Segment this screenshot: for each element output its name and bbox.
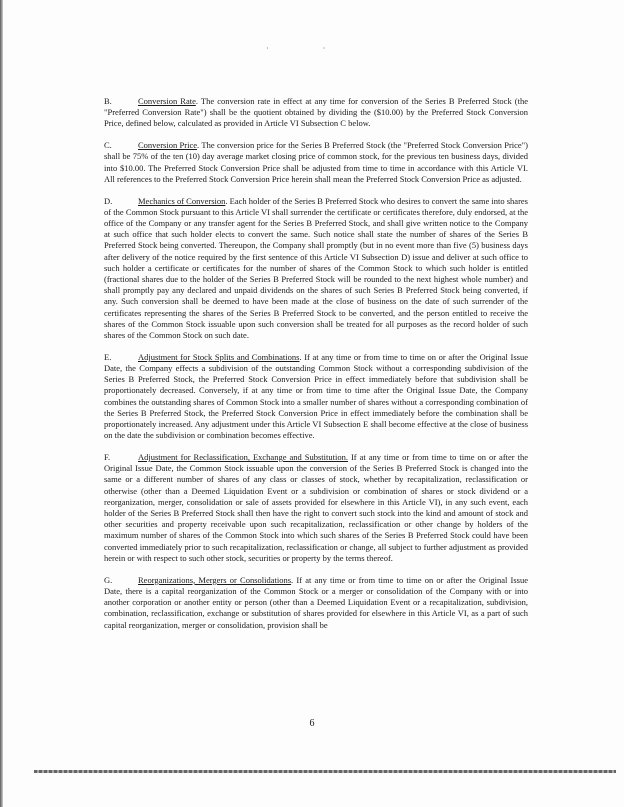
section-heading: Conversion Rate	[138, 96, 196, 106]
page-number: 6	[309, 718, 315, 729]
section-e	[104, 352, 528, 442]
section-letter: B.	[104, 96, 112, 106]
section-body: . The conversion rate in effect at any time for conversion of the Series B Preferred Stock (the "Preferred Conversion Rate") shall be the quotient obtained by dividing the ($10.00) by the Preferred Stock Conversion Price, defined below, calculated as provided in Article VI Subsection C below.	[104, 96, 528, 129]
section-c	[104, 140, 528, 185]
section-heading: Adjustment for Reclassification, Exchange and Substitution.	[138, 452, 348, 463]
section-body: . The conversion price for the Series B Preferred Stock (the "Preferred Stock Conversion Price") shall be 75% of the ten (10) day average market closing price of common stock, for the previous ten business days, divided into $10.00. The Preferred Stock Conversion Price shall be adjusted from time to time in accordance with this Article VI. All references to the Preferred Stock Conversion Price herein shall mean the Preferred Stock Conversion Price as adjusted.	[104, 140, 528, 184]
section-body: . If at any time or from time to time on or after the Original Issue Date, the Company effects a subdivision of the outstanding Common Stock without a corresponding subdivision of the Series B Preferred Stock, the Preferred Stock Conversion Price in effect immediately before that subdivision shall be proportionately decreased. Conversely, if at any time or from time to time after the Original Issue Date, the Company combines the outstanding shares of Common Stock into a smaller number of shares without a corresponding combination of the Series B Preferred Stock, the Preferred Stock Conversion Price in effect immediately before the combination shall be proportionately increased. Any adjustment under this Article VI Subsection E shall become effective at the close of business on the date the subdivision or combination becomes effective.	[104, 351, 529, 441]
section-letter: F.	[104, 452, 111, 463]
section-heading: Conversion Price	[138, 140, 198, 151]
section-g	[104, 575, 528, 631]
scan-left-edge	[0, 0, 3, 807]
section-d	[104, 196, 528, 342]
section-body: . If at any time or from time to time on or after the Original Issue Date, there is a capital reorganization of the Common Stock or a merger or consolidation of the Company with or into another corporation or another entity or person (other than a Deemed Liquidation Event or a recapitalization, subdivision, combination, reclassification, exchange or substitution of shares provided for elsewhere in this Article VI, as a part of such capital reorganization, merger or consolidation, provision shall be	[104, 574, 528, 630]
document-body	[104, 96, 528, 641]
section-letter: E.	[104, 351, 112, 362]
section-body: . Each holder of the Series B Preferred Stock who desires to convert the same into shares of the Common Stock pursuant to this Article VI shall surrender the certificate or certificates therefore, duly endorsed, at the office of the Company or any transfer agent for the Series B Preferred Stock, and shall give written notice to the Company at such office that such holder elects to convert the same. Such notice shall state the number of shares of the Series B Preferred Stock being converted. Thereupon, the Company shall promptly (but in no event more than five (5) business days after delivery of the notice required by the first sentence of this Article VI Subsection D) issue and deliver at such office to such holder a certificate or certificates for the number of shares of the Common Stock to which such holder is entitled (fractional shares due to the holder of the Series B Preferred Stock will be rounded to the next highest whole number) and shall promptly pay any declared and unpaid dividends on the shares of such Series B Preferred Stock being converted, if any. Such conversion shall be deemed to have been made at the close of business on the date of such surrender of the certificates representing the shares of the Series B Preferred Stock to be converted, and the person entitled to receive the shares of the Common Stock issuable upon such conversion shall be treated for all purposes as the record holder of such shares of the Common Stock on such date.	[104, 195, 528, 341]
section-letter: C.	[104, 140, 112, 151]
top-marks: · ·	[266, 44, 352, 53]
section-f	[104, 452, 528, 564]
section-heading: Adjustment for Stock Splits and Combinations	[138, 351, 300, 362]
scan-bottom-edge	[34, 770, 616, 773]
section-letter: D.	[104, 195, 113, 206]
section-heading: Mechanics of Conversion	[138, 195, 226, 206]
section-letter: G.	[104, 574, 113, 585]
section-body: If at any time or from time to time on or after the Original Issue Date, the Common Stock issuable upon the conversion of the Series B Preferred Stock is changed into the same or a different number of shares of any class or classes of stock, whether by recapitalization, reclassification or otherwise (other than a Deemed Liquidation Event or a subdivision or combination of shares or stock dividend or a reorganization, merger, consolidation or sale of assets provided for elsewhere in this Article VI), in any such event, each holder of the Series B Preferred Stock shall then have the right to convert such stock into the kind and amount of stock and other securities and property receivable upon such recapitalization, reclassification or other change by holders of the maximum number of shares of the Common Stock into which such shares of the Series B Preferred Stock could have been converted immediately prior to such recapitalization, reclassification or change, all subject to further adjustment as provided herein or with respect to such other stock, securities or property by the terms thereof.	[104, 452, 528, 563]
section-b	[104, 96, 528, 130]
section-heading: Reorganizations, Mergers or Consolidations	[138, 574, 292, 585]
